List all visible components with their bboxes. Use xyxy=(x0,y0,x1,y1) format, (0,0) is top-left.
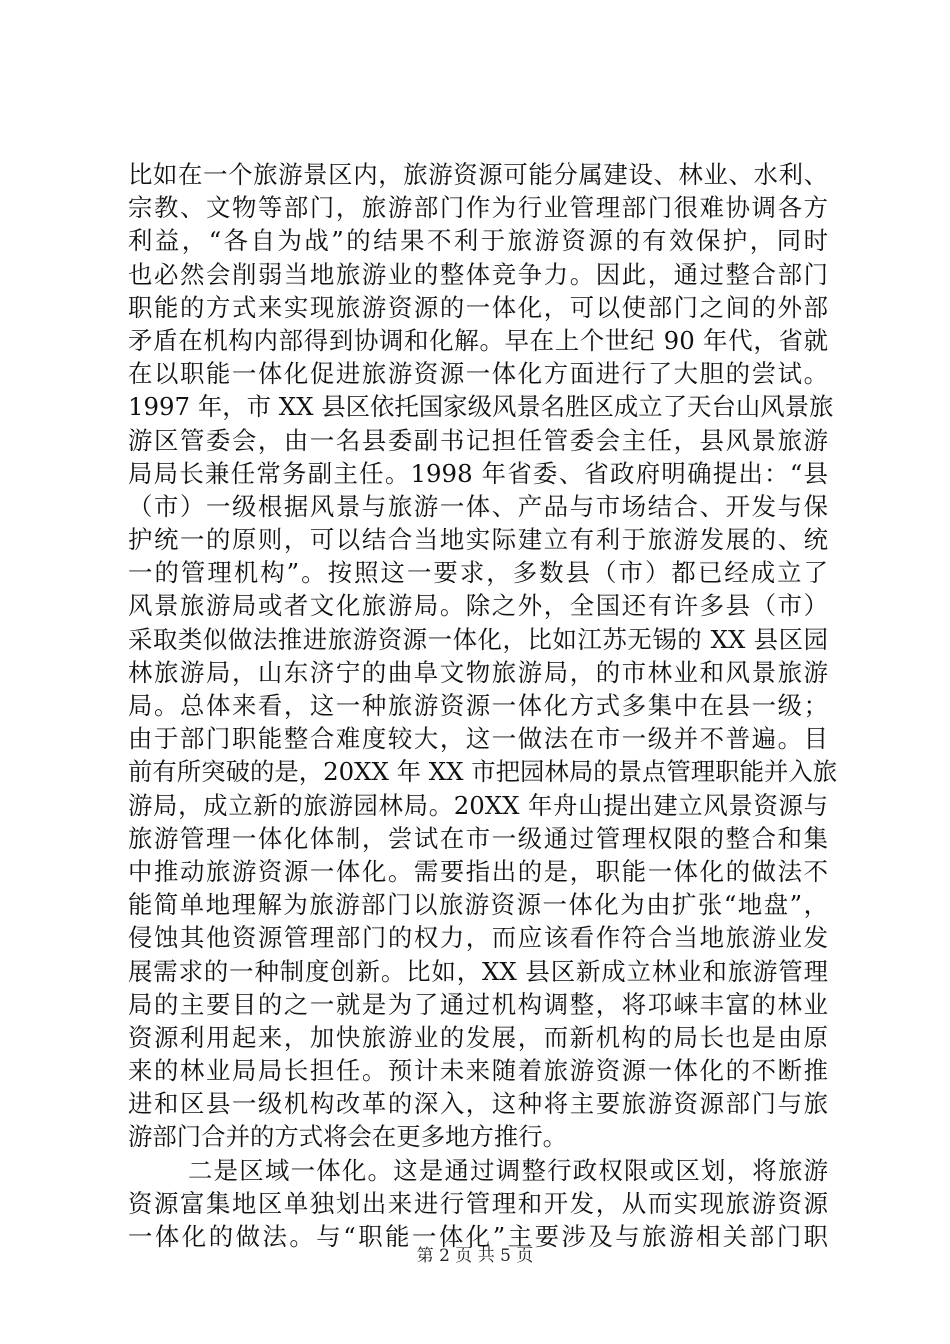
text-line: 游部门合并的方式将会在更多地方推行。 xyxy=(128,1122,568,1152)
text-line: 二是区域一体化。这是通过调整行政权限或区划，将旅游 xyxy=(188,1155,828,1185)
text-line: 展需求的一种制度创新。比如，XX 县区新成立林业和旅游管理 xyxy=(128,956,828,986)
text-line: 资源富集地区单独划出来进行管理和开发，从而实现旅游资源 xyxy=(128,1188,828,1218)
text-line: 护统一的原则，可以结合当地实际建立有利于旅游发展的、统 xyxy=(128,525,828,555)
page-number-label: 第 2 页 共 5 页 xyxy=(416,1246,534,1266)
text-line: 游区管委会，由一名县委副书记担任管委会主任，县风景旅游 xyxy=(128,425,828,455)
text-line: 资源利用起来，加快旅游业的发展，而新机构的局长也是由原 xyxy=(128,1022,828,1052)
text-line: 能简单地理解为旅游部门以旅游资源一体化为由扩张“地盘”， xyxy=(128,890,828,920)
text-line: 林旅游局，山东济宁的曲阜文物旅游局，的市林业和风景旅游 xyxy=(128,657,828,687)
text-line: 进和区县一级机构改革的深入，这种将主要旅游资源部门与旅 xyxy=(128,1089,828,1119)
text-line: 比如在一个旅游景区内，旅游资源可能分属建设、林业、水利、 xyxy=(128,160,828,189)
text-line: 局。总体来看，这一种旅游资源一体化方式多集中在县一级； xyxy=(128,691,828,720)
text-line: 在以职能一体化促进旅游资源一体化方面进行了大胆的尝试。 xyxy=(128,359,828,389)
text-line: 局局长兼任常务副主任。1998 年省委、省政府明确提出：“县 xyxy=(128,458,828,488)
text-line: 矛盾在机构内部得到协调和化解。早在上个世纪 90 年代，省就 xyxy=(128,325,828,355)
text-line: 侵蚀其他资源管理部门的权力，而应该看作符合当地旅游业发 xyxy=(128,923,828,953)
text-line: 采取类似做法推进旅游资源一体化，比如江苏无锡的 XX 县区园 xyxy=(128,624,828,654)
page-footer xyxy=(0,1245,950,1267)
text-line: 旅游管理一体化体制，尝试在市一级通过管理权限的整合和集 xyxy=(128,823,828,853)
text-line: 中推动旅游资源一体化。需要指出的是，职能一体化的做法不 xyxy=(128,856,828,886)
text-line: 职能的方式来实现旅游资源的一体化，可以使部门之间的外部 xyxy=(128,292,828,322)
text-line: 局的主要目的之一就是为了通过机构调整，将邛崃丰富的林业 xyxy=(128,989,828,1019)
text-line: 来的林业局局长担任。预计未来随着旅游资源一体化的不断推 xyxy=(128,1056,828,1086)
text-line: 1997 年，市 XX 县区依托国家级风景名胜区成立了天台山风景旅 xyxy=(128,392,834,422)
text-line: 利益，“各自为战”的结果不利于旅游资源的有效保护，同时 xyxy=(128,226,828,256)
text-line: 一的管理机构”。按照这一要求，多数县（市）都已经成立了 xyxy=(128,558,828,588)
body-text xyxy=(128,158,838,1253)
text-line: 风景旅游局或者文化旅游局。除之外，全国还有许多县（市） xyxy=(128,591,828,621)
text-line: 一体化的做法。与“职能一体化”主要涉及与旅游相关部门职 xyxy=(128,1222,828,1251)
text-line: 游局，成立新的旅游园林局。20XX 年舟山提出建立风景资源与 xyxy=(128,790,828,820)
text-line: 也必然会削弱当地旅游业的整体竞争力。因此，通过整合部门 xyxy=(128,259,828,289)
text-line: 前有所突破的是，20XX 年 XX 市把园林局的景点管理职能并入旅 xyxy=(128,757,838,787)
text-line: 由于部门职能整合难度较大，这一做法在市一级并不普遍。目 xyxy=(128,724,828,754)
text-line: （市）一级根据风景与旅游一体、产品与市场结合、开发与保 xyxy=(128,491,828,521)
text-line: 宗教、文物等部门，旅游部门作为行业管理部门很难协调各方 xyxy=(128,193,828,223)
